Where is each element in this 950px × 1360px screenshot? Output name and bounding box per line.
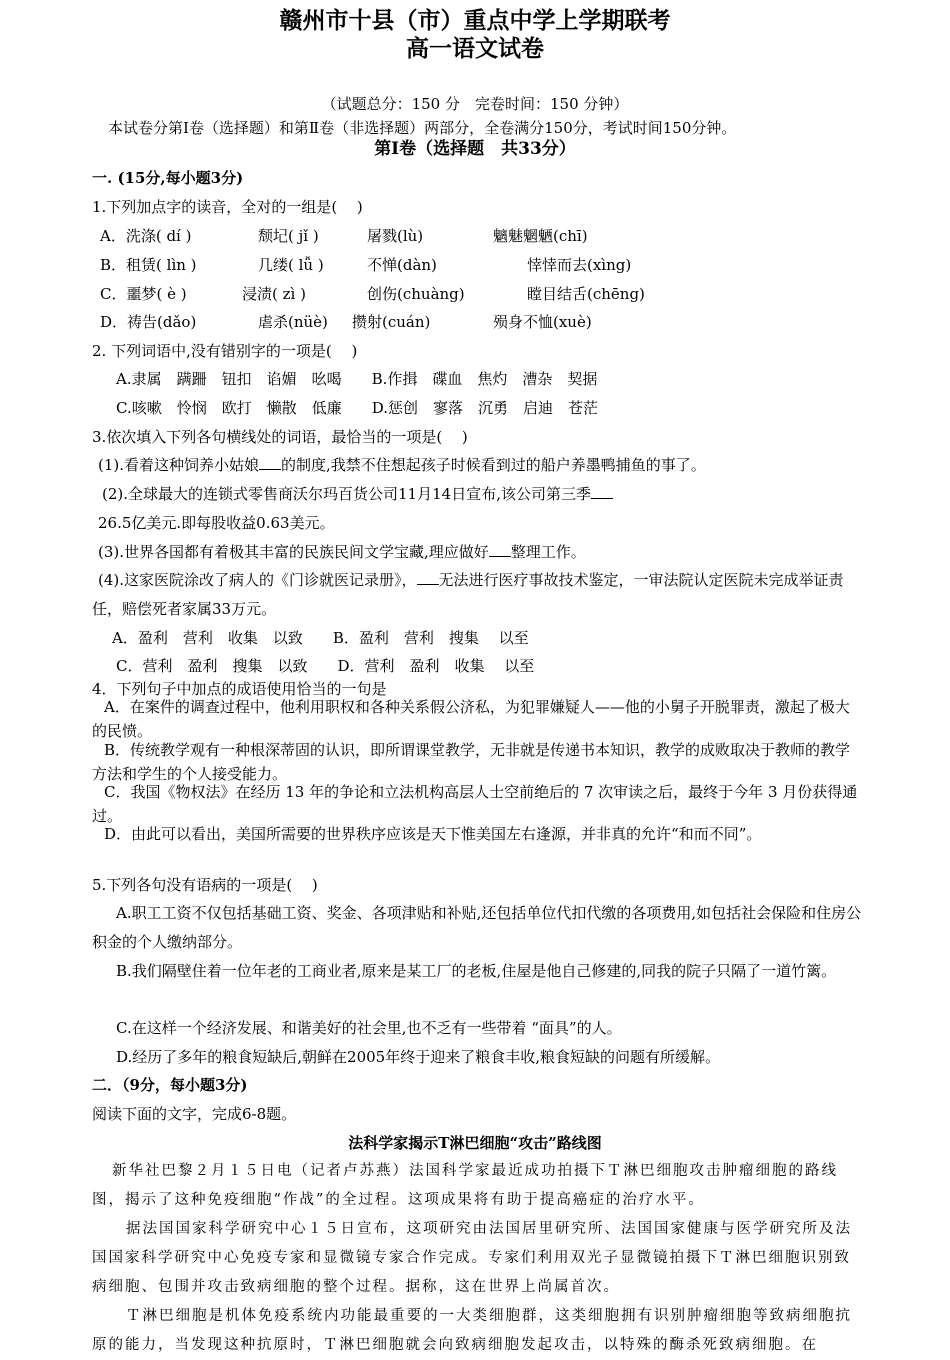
article-paragraph-2: 据法国国家科学研究中心１５日宣布，这项研究由法国居里研究所、法国国家健康与医学研究所及法国国家科学研究中心免疫专家和显微镜专家合作完成。专家们利用双光子显微镜拍摄下Ｔ淋巴细胞识别致病细胞、包围并攻击致病细胞的整个过程。据称，这在世界上尚属首次。: [92, 1221, 852, 1295]
exam-title-line2: 高一语文试卷: [406, 36, 544, 62]
answer-blank: [259, 455, 281, 470]
q4-option-c: C．我国《物权法》在经历 13 年的争论和立法机构高层人士空前绝后的 7 次审读之后，最终于今年 3 月份获得通过。: [92, 783, 858, 825]
q3-sentence-2-cont: 26.5亿美元.即每股收益0.63美元。: [98, 514, 335, 532]
q2-stem-text: 2. 下列词语中,没有错别字的一项是( ): [92, 342, 358, 360]
article-paragraph-1: 新华社巴黎２月１５日电（记者卢苏燕）法国科学家最近成功拍摄下Ｔ淋巴细胞攻击肿瘤细胞的路线图，揭示了这种免疫细胞“作战”的全过程。这项成果将有助于提高癌症的治疗水平。: [92, 1163, 838, 1208]
q5-option-c: C.在这样一个经济发展、和谐美好的社会里,也不乏有一些带着 “面具”的人。: [116, 1019, 622, 1037]
q3-sentence-2: (2).全球最大的连锁式零售商沃尔玛百货公司11月14日宣布,该公司第三季: [102, 484, 872, 504]
article-title: 法科学家揭示T淋巴细胞“攻击”路线图: [348, 1134, 602, 1152]
reading-instruction: 阅读下面的文字，完成6-8题。: [92, 1105, 297, 1123]
answer-blank: [591, 484, 613, 499]
answer-blank: [417, 570, 439, 585]
q2-options-cd: C.咳嗽 怜悯 欧打 懒散 低廉 D.惩创 寥落 沉勇 启迪 苍茫: [116, 399, 598, 417]
intro-note: 本试卷分第Ⅰ卷（选择题）和第Ⅱ卷（非选择题）两部分，全卷满分150分，考试时间150分钟。: [108, 119, 737, 137]
q5-stem: 5.下列各句没有语病的一项是( ): [92, 876, 318, 894]
q4-stem: 4．下列句子中加点的成语使用恰当的一句是: [92, 680, 387, 698]
q2-options-ab: A.隶属 蹒跚 钮扣 谄媚 吆喝 B.作揖 碟血 焦灼 漕杂 契据: [116, 370, 598, 388]
article-paragraph-3: Ｔ淋巴细胞是机体免疫系统内功能最重要的一大类细胞群，这类细胞拥有识别肿瘤细胞等致病细胞抗原的能力，当发现这种抗原时，Ｔ淋巴细胞就会向致病细胞发起攻击，以特殊的酶杀死致病细胞。在: [92, 1308, 852, 1353]
time-score-note: （试题总分：150 分 完卷时间：150 分钟）: [321, 95, 629, 113]
section1-heading: 一. (15分,每小题3分): [92, 169, 244, 187]
section2-heading: 二．（9分，每小题3分): [92, 1076, 248, 1094]
q3-sentence-4: (4).这家医院涂改了病人的《门诊就医记录册》， 无法进行医疗事故技术鉴定，一审法院认定医院未完成举证责任，赔偿死者家属33万元。: [92, 571, 844, 618]
part1-heading: 第Ⅰ卷（选择题 共33分）: [374, 139, 576, 159]
q5-option-b: B.我们隔壁住着一位年老的工商业者,原来是某工厂的老板,住屋是他自己修建的,同我的院子只隔了一道竹篱。: [116, 962, 837, 980]
q3-options-cd: C．营利 盈利 搜集 以致 D．营利 盈利 收集 以至: [116, 657, 535, 675]
q3-stem: 3.依次填入下列各句横线处的词语，最恰当的一项是( ): [92, 428, 468, 446]
q1-stem: 1.下列加点字的读音，全对的一组是( ): [92, 198, 363, 216]
q5-option-d: D.经历了多年的粮食短缺后,朝鲜在2005年终于迎来了粮食丰收,粮食短缺的问题有所缓解。: [116, 1048, 720, 1066]
answer-blank: [489, 542, 511, 557]
q3-sentence-1: (1).看着这种饲养小姑娘 的制度,我禁不住想起孩子时候看到过的船户养墨鸭捕鱼的事了。: [98, 456, 706, 474]
q3-options-ab: A．盈利 营利 收集 以致 B．盈利 营利 搜集 以至: [112, 629, 529, 647]
exam-title-line1: 赣州市十县（市）重点中学上学期联考: [279, 8, 671, 34]
q5-option-a: A.职工工资不仅包括基础工资、奖金、各项津贴和补贴,还包括单位代扣代缴的各项费用,如包括社会保险和住房公积金的个人缴纳部分。: [92, 904, 862, 951]
q4-option-b: B．传统教学观有一种根深蒂固的认识，即所谓课堂教学，无非就是传递书本知识，教学的成败取决于教师的教学方法和学生的个人接受能力。: [92, 741, 851, 783]
q4-option-d: D．由此可以看出，美国所需要的世界秩序应该是天下惟美国左右逢源，并非真的允许“和而不同”。: [104, 825, 762, 843]
q4-option-a: A．在案件的调查过程中，他利用职权和各种关系假公济私，为犯罪嫌疑人——他的小舅子开脱罪责，激起了极大的民愤。: [92, 698, 850, 740]
exam-page: 赣州市十县（市）重点中学上学期联考 高一语文试卷 （试题总分：150 分 完卷时间：150 分钟） 本试卷分第Ⅰ卷（选择题）和第Ⅱ卷（非选择题）两部分，全卷满分150分，考试时间150分钟。 第Ⅰ卷（选择题 共33分） 一. (15分,每小题3分) 1.下列加点字的读音，全对的一组是( ) A．洗涤( dí ) 颓圮( jǐ ) 屠戮(lù) 魑魅魍魉(chī) B．租赁( lìn ) 几缕( lǚ ) 不惮(dàn) 悻悻而去(xìng) C．噩梦( è ) 浸渍( zì ) 创伤(chuàng) 瞠目结舌(chēng) D．祷告(dǎo) 虐杀(nüè) 攒射(cuán) 殒身不恤(xuè) 2. 下列词语中,没有错别字的一项是( ) A.隶属 蹒跚 钮扣 谄媚 吆喝 B.作揖 碟血 焦灼 漕杂 契据 C.咳嗽 怜悯 欧打 懒散 低廉 D.惩创 寥落 沉勇 启迪 苍茫 3.依次填入下列各句横线处的词语，最恰当的一项是( ) (1).看着这种饲养小姑娘 的制度,我禁不住想起孩子时候看到过的船户养墨鸭捕鱼的事了。 (2).全球最大的连锁式零售商沃尔玛百货公司11月14日宣布,该公司第三季 26.5亿美元.即每股收益0.63美元。 (3).世界各国都有着极其丰富的民族民间文学宝藏,理应做好 整理工作。 (4).这家医院涂改了病人的《门诊就医记录册》， 无法进行医疗事故技术鉴定，一审法院认定医院未完成举证责任，赔偿死者家属33万元。 A．盈利 营利 收集 以致 B．盈利 营利 搜集 以至 C．营利 盈利 搜集 以致 D．营利 盈利 收集 以至 4．下列句子中加点的成语使用恰当的一句是 A．在案件的调查过程中，他利用职权和各种关系假公济私，为犯罪嫌疑人——他的小舅子开脱罪责，激起了极大的民愤。 B．传统教学观有一种根深蒂固的认识，即所谓课堂教学，无非就是传递书本知识，教学的成败取决于教师的教学方法和学生的个人接受能力。 C．我国《物权法》在经历 13 年的争论和立法机构高层人士空前绝后的 7 次审读之后，最终于今年 3 月份获得通过。 D．由此可以看出，美国所需要的世界秩序应该是天下惟美国左右逢源，并非真的允许“和而不同”。 5.下列各句没有语病的一项是( ) A.职工工资不仅包括基础工资、奖金、各项津贴和补贴,还包括单位代扣代缴的各项费用,如包括社会保险和住房公积金的个人缴纳部分。 B.我们隔壁住着一位年老的工商业者,原来是某工厂的老板,住屋是他自己修建的,同我的院子只隔了一道竹篱。 C.在这样一个经济发展、和谐美好的社会里,也不乏有一些带着 “面具”的人。 D.经历了多年的粮食短缺后,朝鲜在2005年终于迎来了粮食丰收,粮食短缺的问题有所缓解。 二．（9分，每小题3分) 阅读下面的文字，完成6-8题。 法科学家揭示T淋巴细胞“攻击”路线图 新华社巴黎２月１５日电（记者卢苏燕）法国科学家最近成功拍摄下Ｔ淋巴细胞攻击肿瘤细胞的路线图，揭示了这种免疫细胞“作战”的全过程。这项成果将有助于提高癌症的治疗水平。 据法国国家科学研究中心１５日宣布，这项研究由法国居里研究所、法国国家健康与医学研究所及法国国家科学研究中心免疫专家和显微镜专家合作完成。专家们利用双光子显微镜拍摄下Ｔ淋巴细胞识别致病细胞、包围并攻击致病细胞的整个过程。据称，这在世界上尚属首次。 Ｔ淋巴细胞是机体免疫系统内功能最重要的一大类细胞群，这类细胞拥有识别肿瘤细胞等致病细胞抗原的能力，当发现这种抗原时，Ｔ淋巴细胞就会向致病细胞发起攻击，以特殊的酶杀死致病细胞。在: [0, 0, 950, 1344]
q3-sentence-3: (3).世界各国都有着极其丰富的民族民间文学宝藏,理应做好 整理工作。: [98, 543, 586, 561]
